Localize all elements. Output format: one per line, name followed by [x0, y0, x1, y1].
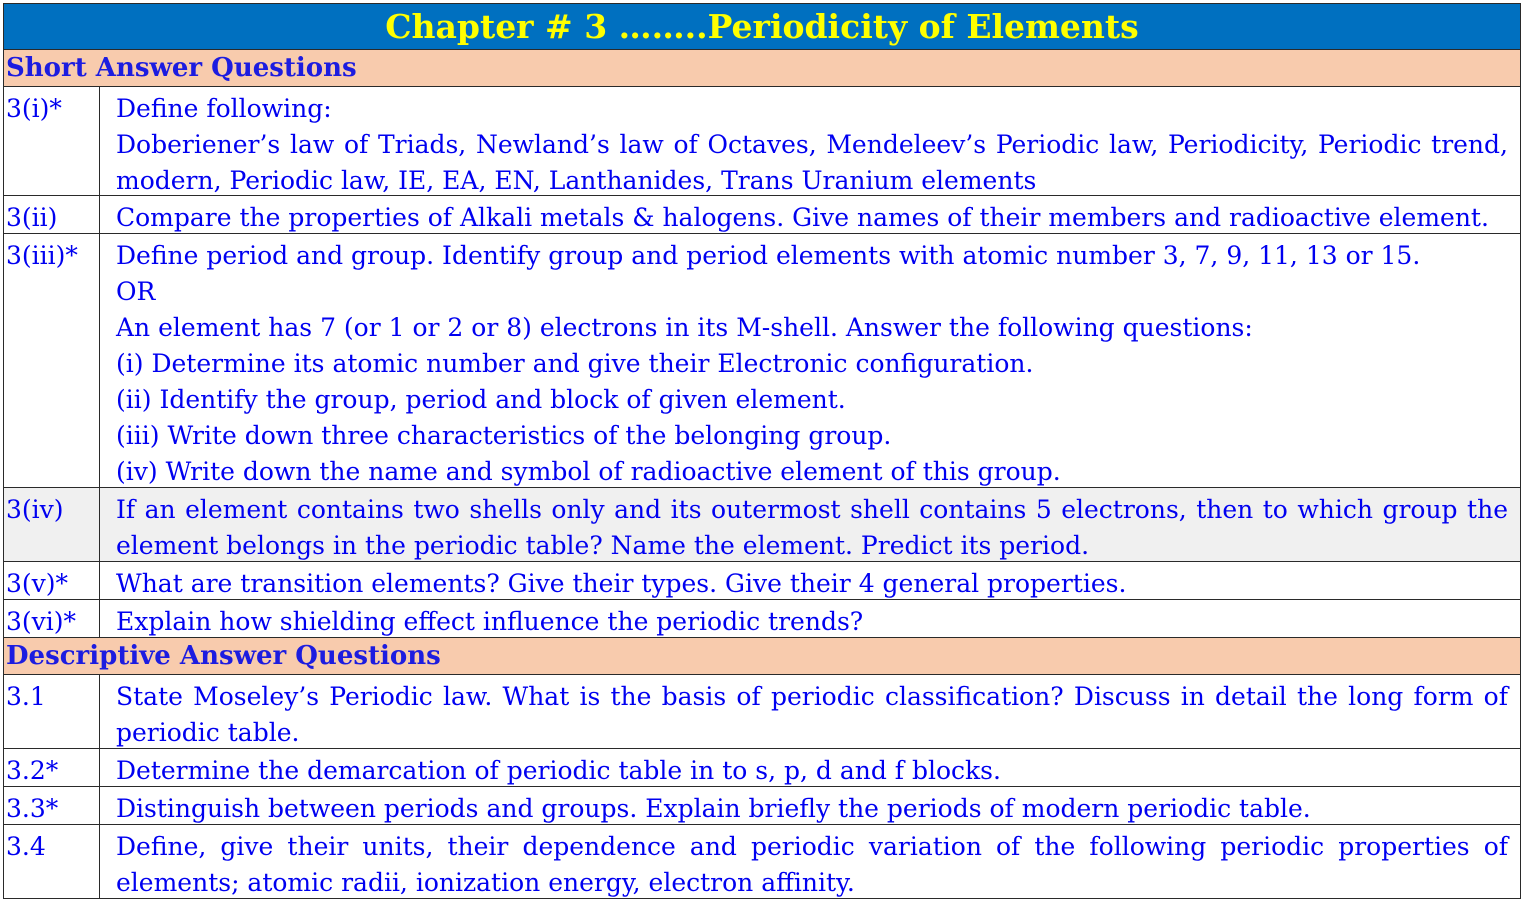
question-text: Define period and group. Identify group and period elements with atomic number 3, 7, 9, 11, 13 or 15. OR An element has 7 (or 1 or 2 or 8) electrons in its M-shell. Answer the following questions: (i) Determine its atomic number and give their Electronic configuration. (ii) Identify the group, period and block of given element. (iii) Write down three characteristics of the belonging group. (iv) Write down the name and symbol of radioactive element of this group.: [116, 241, 1421, 486]
section-header-descriptive: Descriptive Answer Questions: [4, 638, 1520, 675]
question-number: 3(iv): [4, 488, 100, 561]
question-number: 3(ii): [4, 196, 100, 233]
question-row: [4, 488, 1520, 562]
question-text: If an element contains two shells only and its outermost shell contains 5 electrons, then to which group the element belongs in the periodic table? Name the element. Predict its period.: [116, 495, 1508, 560]
question-number: 3.2*: [4, 749, 100, 786]
question-text: Explain how shielding effect influence the periodic trends?: [116, 607, 864, 636]
question-text: Distinguish between periods and groups. Explain briefly the periods of modern periodic table.: [116, 794, 1311, 823]
question-number: 3(vi)*: [4, 600, 100, 637]
question-number: 3.3*: [4, 787, 100, 824]
question-text: What are transition elements? Give their types. Give their 4 general properties.: [116, 569, 1127, 598]
question-number: 3(iii)*: [4, 234, 100, 487]
question-row: [4, 234, 1520, 488]
question-text: Define following: Doberiener’s law of Triads, Newland’s law of Octaves, Mendeleev’s Periodic law, Periodicity, Periodic trend, modern, Periodic law, IE, EA, EN, Lanthanides, Trans Uranium elements: [116, 94, 1508, 195]
question-row: [4, 196, 1520, 234]
question-row: [4, 749, 1520, 787]
section-header-short: Short Answer Questions: [4, 50, 1520, 87]
question-number: 3(v)*: [4, 562, 100, 599]
question-text: Determine the demarcation of periodic table in to s, p, d and f blocks.: [116, 756, 1001, 785]
question-number: 3(i)*: [4, 87, 100, 195]
question-row: [4, 87, 1520, 196]
question-text: Define, give their units, their dependence and periodic variation of the following periodic properties of elements; atomic radii, ionization energy, electron affinity.: [116, 832, 1508, 897]
question-row: [4, 675, 1520, 749]
question-row: [4, 600, 1520, 638]
question-table: [3, 3, 1521, 899]
question-row: [4, 787, 1520, 825]
question-row: [4, 825, 1520, 899]
question-row: [4, 562, 1520, 600]
question-number: 3.1: [4, 675, 100, 748]
question-text: State Moseley’s Periodic law. What is the basis of periodic classification? Discuss in detail the long form of periodic table.: [116, 682, 1508, 747]
question-text: Compare the properties of Alkali metals & halogens. Give names of their members and radioactive element.: [116, 203, 1489, 232]
question-number: 3.4: [4, 825, 100, 898]
chapter-title: Chapter # 3 ……..Periodicity of Elements: [4, 3, 1520, 50]
